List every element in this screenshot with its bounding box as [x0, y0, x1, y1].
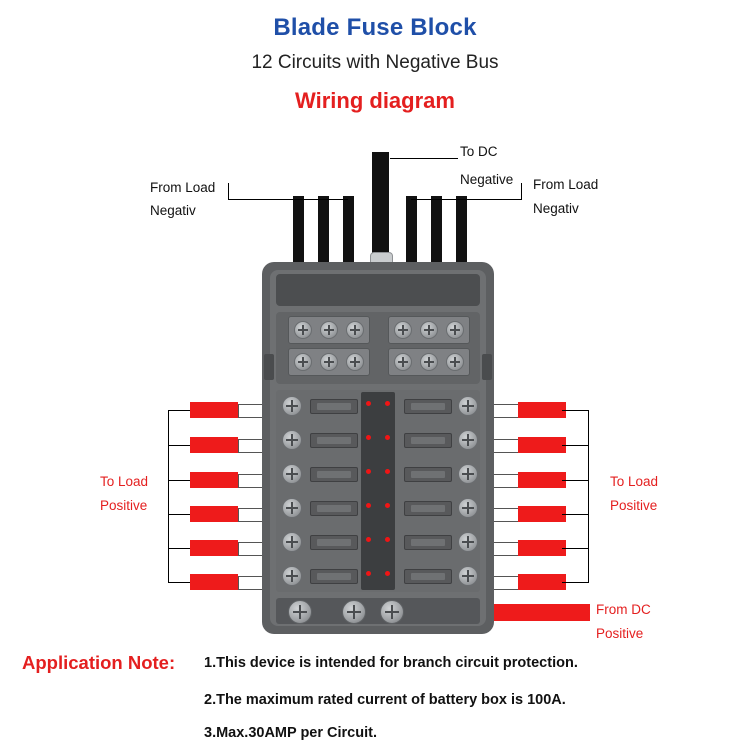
left-red-wire-2	[190, 437, 238, 453]
led-right-1	[385, 401, 390, 406]
bus-screw-lb-1	[294, 353, 312, 371]
fuse-left-6	[310, 569, 358, 584]
fuse-screw-right-4	[458, 498, 478, 518]
led-left-5	[366, 537, 371, 542]
bus-screw-rt-3	[446, 321, 464, 339]
led-strip	[361, 392, 395, 590]
negative-wire-right-3	[456, 196, 467, 270]
led-left-4	[366, 503, 371, 508]
right-branch-4	[562, 514, 589, 515]
bus-screw-rb-1	[394, 353, 412, 371]
mount-screw-left	[288, 600, 312, 624]
label-from-dc-positive-line2: Positive	[596, 626, 644, 641]
label-to-load-positive-right-line2: Positive	[610, 498, 658, 513]
bus-screw-rt-1	[394, 321, 412, 339]
bus-screw-lt-3	[346, 321, 364, 339]
leader-to-dc-negative	[390, 158, 458, 159]
fuse-screw-right-3	[458, 464, 478, 484]
bus-screw-rt-2	[420, 321, 438, 339]
fuse-right-3	[404, 467, 452, 482]
fuse-screw-left-4	[282, 498, 302, 518]
fuse-screw-left-5	[282, 532, 302, 552]
right-branch-6	[562, 582, 589, 583]
led-right-2	[385, 435, 390, 440]
label-to-dc-negative-line1: To DC	[460, 144, 498, 159]
led-left-1	[366, 401, 371, 406]
fuse-left-1	[310, 399, 358, 414]
right-red-wire-3	[518, 472, 566, 488]
page-title: Blade Fuse Block	[273, 14, 477, 41]
right-terminal-boot-1	[490, 404, 520, 418]
fuse-right-5	[404, 535, 452, 550]
fuse-left-5	[310, 535, 358, 550]
led-left-2	[366, 435, 371, 440]
bus-screw-lt-2	[320, 321, 338, 339]
right-terminal-boot-3	[490, 474, 520, 488]
right-red-wire-6	[518, 574, 566, 590]
side-tab-left	[264, 354, 274, 380]
negative-wire-right-2	[431, 196, 442, 270]
fuse-screw-left-3	[282, 464, 302, 484]
right-bus-vertical	[588, 410, 589, 582]
positive-terminal-nut-2	[380, 600, 404, 624]
leader-from-load-negative-right-vert	[521, 183, 522, 200]
left-red-wire-3	[190, 472, 238, 488]
fuse-screw-right-1	[458, 396, 478, 416]
application-note-item-3: 3.Max.30AMP per Circuit.	[204, 725, 377, 741]
bus-screw-lb-3	[346, 353, 364, 371]
device-top-rail	[276, 274, 480, 306]
right-terminal-boot-6	[490, 576, 520, 590]
negative-wire-left-3	[343, 196, 354, 270]
label-from-dc-positive-line1: From DC	[596, 602, 651, 617]
left-red-wire-1	[190, 402, 238, 418]
label-from-load-negative-left-line2: Negativ	[150, 203, 196, 218]
application-note-heading: Application Note:	[22, 652, 176, 673]
fuse-screw-left-2	[282, 430, 302, 450]
wiring-diagram-label: Wiring diagram	[295, 88, 455, 113]
page-subtitle: 12 Circuits with Negative Bus	[251, 52, 499, 73]
application-note-item-2: 2.The maximum rated current of battery box is 100A.	[204, 692, 566, 708]
label-to-dc-negative-line2: Negative	[460, 172, 514, 187]
left-bus-vertical	[168, 410, 169, 582]
fuse-screw-right-6	[458, 566, 478, 586]
led-left-6	[366, 571, 371, 576]
left-red-wire-5	[190, 540, 238, 556]
fuse-left-3	[310, 467, 358, 482]
negative-wire-left-1	[293, 196, 304, 270]
fuse-left-4	[310, 501, 358, 516]
led-right-5	[385, 537, 390, 542]
application-note-item-1: 1.This device is intended for branch circuit protection.	[204, 655, 578, 671]
positive-terminal-nut	[342, 600, 366, 624]
label-to-load-positive-left-line2: Positive	[100, 498, 148, 513]
bus-screw-lb-2	[320, 353, 338, 371]
fuse-screw-left-1	[282, 396, 302, 416]
right-terminal-boot-5	[490, 542, 520, 556]
right-branch-2	[562, 445, 589, 446]
bus-screw-lt-1	[294, 321, 312, 339]
leader-from-load-negative-left-vert	[228, 183, 229, 200]
right-terminal-boot-4	[490, 508, 520, 522]
leader-from-load-negative-right	[411, 199, 521, 200]
bus-screw-rb-3	[446, 353, 464, 371]
label-from-load-negative-right-line1: From Load	[533, 177, 599, 192]
fuse-right-2	[404, 433, 452, 448]
led-right-4	[385, 503, 390, 508]
right-branch-1	[562, 410, 589, 411]
right-red-wire-1	[518, 402, 566, 418]
led-left-3	[366, 469, 371, 474]
negative-wire-right-1	[406, 196, 417, 270]
right-red-wire-2	[518, 437, 566, 453]
leader-from-load-negative-left	[228, 199, 348, 200]
right-branch-5	[562, 548, 589, 549]
right-red-wire-4	[518, 506, 566, 522]
dc-negative-main-wire	[372, 152, 389, 260]
fuse-screw-right-2	[458, 430, 478, 450]
label-from-load-negative-left-line1: From Load	[150, 180, 216, 195]
fuse-left-2	[310, 433, 358, 448]
negative-wire-left-2	[318, 196, 329, 270]
bus-screw-rb-2	[420, 353, 438, 371]
fuse-block-device	[262, 262, 494, 634]
led-right-6	[385, 571, 390, 576]
left-red-wire-6	[190, 574, 238, 590]
led-right-3	[385, 469, 390, 474]
label-from-load-negative-right-line2: Negativ	[533, 201, 579, 216]
left-red-wire-4	[190, 506, 238, 522]
side-tab-right	[482, 354, 492, 380]
label-to-load-positive-left-line1: To Load	[100, 474, 149, 489]
fuse-right-4	[404, 501, 452, 516]
right-terminal-boot-2	[490, 439, 520, 453]
right-red-wire-5	[518, 540, 566, 556]
fuse-right-1	[404, 399, 452, 414]
label-to-load-positive-right-line1: To Load	[610, 474, 659, 489]
right-branch-3	[562, 480, 589, 481]
fuse-screw-left-6	[282, 566, 302, 586]
fuse-screw-right-5	[458, 532, 478, 552]
fuse-right-6	[404, 569, 452, 584]
